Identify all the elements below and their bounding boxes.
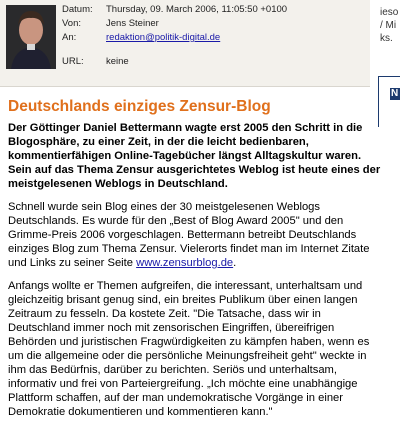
sidebar-text — [380, 6, 398, 45]
article-paragraph — [8, 200, 383, 270]
author-photo — [6, 5, 56, 69]
from-row — [62, 17, 287, 31]
from-label: Von: — [62, 18, 82, 29]
paragraph-text: Schnell wurde sein Blog eines der 30 meistgelesenen Weblogs Deutschlands. Es wurde für den „Best of Blog Award 2005" und den Grimme-Preis 2006 vorgeschlagen. Bettermann betreibt Deutschlands einziges Blog zum Thema Zensur. Vielerorts findet man im Internet Zitate und Links zu seiner Seite — [8, 201, 370, 269]
date-label: Datum: — [62, 4, 93, 15]
sidebar-box-header: N — [390, 88, 400, 100]
email-header-fields — [62, 3, 287, 69]
article-title: Deutschlands einziges Zensur-Blog — [8, 98, 271, 115]
to-label: An: — [62, 32, 77, 43]
sidebar-line: ks. — [380, 33, 393, 44]
to-row — [62, 31, 287, 45]
article-lead: Der Göttinger Daniel Bettermann wagte erst 2005 den Schritt in die Blogosphäre, zu einer Zeit, in der die leicht bedienbaren, kommentierfähigen Online-Tagebücher längst Alltagskultur waren. Sein auf das Thema Zensur ausgerichtetes Weblog ist heute eines der meistgelesenen Weblogs in Deutschland. — [8, 122, 381, 190]
email-header-box — [0, 0, 370, 87]
sidebar-line: ieso — [380, 7, 399, 18]
url-label: URL: — [62, 56, 84, 67]
url-row — [62, 55, 287, 69]
date-row — [62, 3, 287, 17]
url-value: keine — [106, 56, 129, 67]
article — [8, 97, 383, 428]
date-value: Thursday, 09. March 2006, 11:05:50 +0100 — [106, 4, 288, 15]
sidebar-line: / Mi — [380, 20, 397, 31]
zensurblog-link[interactable]: www.zensurblog.de — [136, 257, 234, 269]
paragraph-end: . — [233, 257, 237, 269]
article-paragraph: Anfangs wollte er Themen aufgreifen, die interessant, unterhaltsam und gleichzeitig brisant genug sind, ein breites Publikum über einen langen Zeitraum zu fesseln. Da kostete Zeit. "Die Tatsache, dass wir in Deutschland immer noch mit zensorischen Eingriffen, übereifrigen Behörden und juristischen Fragwürdigkeiten zu kämpfen haben, wenn es um die allgemeine oder die persönliche Meinungsfreiheit geht" weckte in ihm das Bedürfnis, darüber zu berichten. Seriös und unterhaltsam, informativ und frei von Parteiergreifung. „Ich möchte eine unabhängige Plattform schaffen, auf der man undemokratische Vorgänge in einer Demokratie dokumentieren und kommentieren kann." — [8, 280, 370, 418]
to-email-link[interactable]: redaktion@politik-digital.de — [106, 32, 221, 43]
from-value: Jens Steiner — [106, 18, 159, 29]
